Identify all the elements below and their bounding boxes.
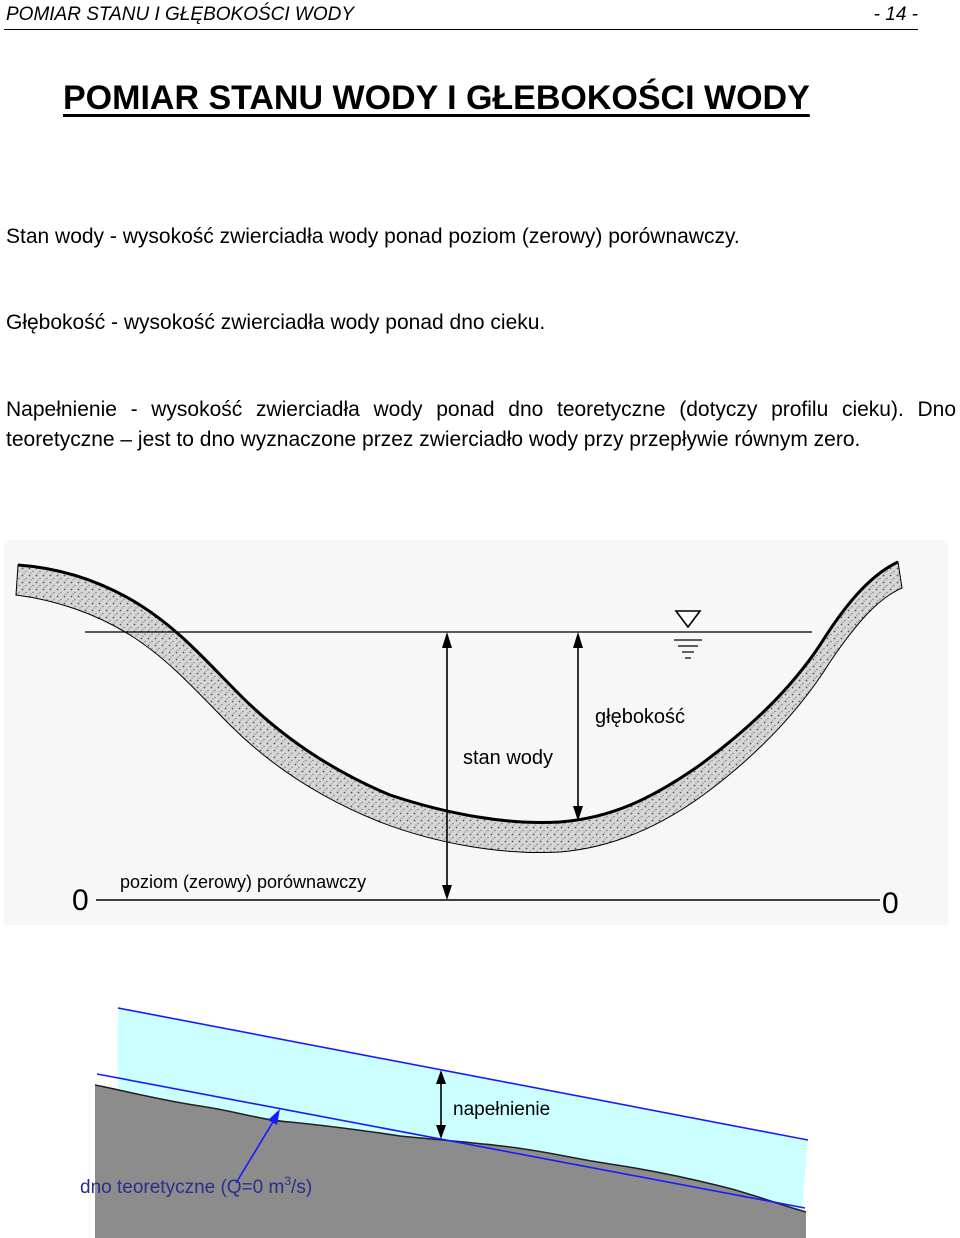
document-title: POMIAR STANU WODY I GŁEBOKOŚCI WODY — [63, 79, 810, 117]
longitudinal-figure — [80, 1008, 808, 1238]
page-number: - 14 - — [873, 4, 918, 25]
definition-glebokosc: Głębokość - wysokość zwierciadła wody ponad dno cieku. — [6, 311, 546, 334]
label-glebokosc: głębokość — [595, 706, 686, 728]
definition-stan-wody: Stan wody - wysokość zwierciadła wody ponad poziom (zerowy) porównawczy. — [6, 225, 740, 248]
figure-background — [4, 540, 948, 925]
cross-section-figure — [4, 540, 948, 925]
definition-napelnienie: Napełnienie - wysokość zwierciadła wody ponad dno teoretyczne (dotyczy profilu cieku). Dno teoretyczne – jest to dno wyznaczone przez zwierciadło wody przy przepływie równym zero. — [6, 398, 956, 451]
running-title: POMIAR STANU I GŁĘBOKOŚCI WODY — [6, 4, 355, 25]
label-poziom-porownawczy: poziom (zerowy) porównawczy — [120, 872, 367, 892]
zero-label-right: 0 — [882, 887, 899, 920]
label-stan-wody: stan wody — [463, 747, 554, 769]
zero-label-left: 0 — [72, 884, 89, 917]
label-dno-teoretyczne: dno teoretyczne (Q=0 $m^3/s$) — [80, 1174, 313, 1198]
label-napelnienie: napełnienie — [453, 1099, 551, 1120]
